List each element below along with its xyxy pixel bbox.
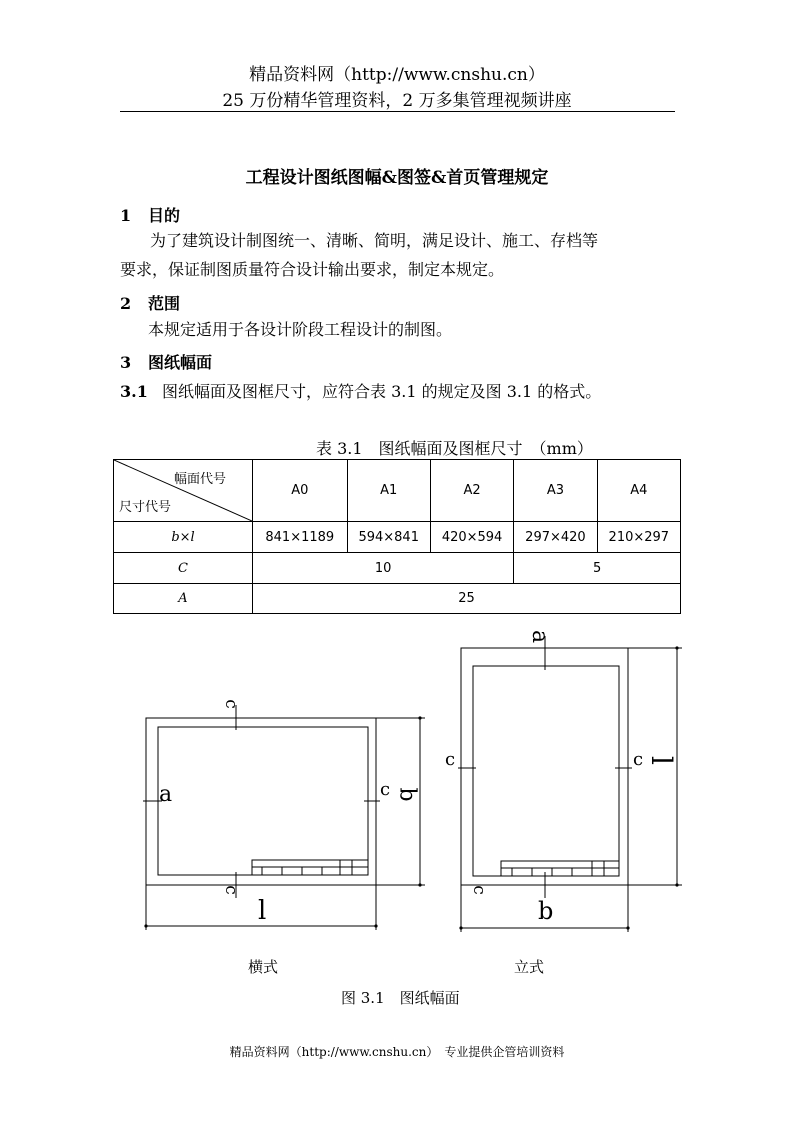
portrait-width-label: b	[538, 897, 554, 925]
header-cell: A4	[597, 460, 680, 522]
portrait-caption: 立式	[514, 958, 545, 976]
portrait-bottom-margin-label: c	[468, 885, 489, 895]
figure-caption: 图 3.1 图纸幅面	[341, 989, 460, 1007]
landscape-top-margin-label: c	[220, 699, 241, 709]
table-cell: 841×1189	[253, 522, 348, 553]
landscape-right-margin-label: c	[380, 779, 391, 800]
section-body: 图纸幅面及图框尺寸，应符合表 3.1 的规定及图 3.1 的格式。	[162, 382, 602, 401]
row-label: C	[114, 553, 253, 584]
header-cell: A0	[253, 460, 348, 522]
diag-bottom-label: 尺寸代号	[119, 500, 172, 515]
portrait-right-margin-label: c	[633, 749, 644, 770]
table-cell: 210×297	[597, 522, 680, 553]
landscape-caption: 横式	[248, 958, 279, 976]
section-number: 3.1	[120, 382, 148, 401]
document-title: 工程设计图纸图幅&图签&首页管理规定	[245, 168, 549, 188]
portrait-outer-border	[461, 648, 628, 885]
landscape-inner-frame	[158, 727, 368, 875]
header-cell: A1	[347, 460, 430, 522]
section-number: 2	[120, 294, 132, 313]
table-cell: 5	[514, 553, 681, 584]
section-2-body: 本规定适用于各设计阶段工程设计的制图。	[148, 320, 453, 339]
table-cell: 420×594	[430, 522, 513, 553]
header-line-1: 精品资料网（http://www.cnshu.cn）	[249, 65, 545, 85]
section-title: 范围	[148, 294, 181, 313]
table-cell: 297×420	[514, 522, 597, 553]
diag-top-label: 幅面代号	[173, 472, 226, 487]
section-1-line-2: 要求，保证制图质量符合设计输出要求，制定本规定。	[120, 260, 505, 279]
landscape-height-label: b	[394, 787, 420, 802]
table-cell: 10	[253, 553, 514, 584]
portrait-top-margin-label: a	[527, 629, 553, 644]
page-footer: 精品资料网（http://www.cnshu.cn） 专业提供企管培训资料	[229, 1045, 565, 1059]
section-title: 目的	[148, 206, 181, 225]
table-cell: 594×841	[347, 522, 430, 553]
row-label: b×l	[114, 522, 253, 553]
portrait-inner-frame	[473, 666, 619, 876]
header-cell: A2	[430, 460, 513, 522]
section-number: 1	[120, 206, 132, 225]
section-number: 3	[120, 353, 132, 372]
portrait-left-margin-label: c	[445, 749, 456, 770]
section-1-line-1: 为了建筑设计制图统一、清晰、简明，满足设计、施工、存档等	[150, 231, 599, 250]
header-line-2: 25 万份精华管理资料，2 万多集管理视频讲座	[222, 91, 572, 111]
landscape-width-label: l	[258, 896, 267, 926]
section-title: 图纸幅面	[148, 353, 213, 372]
table-caption: 表 3.1 图纸幅面及图框尺寸 （mm）	[316, 439, 593, 458]
header-cell: A3	[514, 460, 597, 522]
row-label: A	[114, 584, 253, 614]
landscape-bottom-margin-label: c	[220, 885, 241, 895]
portrait-title-block	[501, 861, 619, 876]
landscape-left-margin-label: a	[159, 782, 173, 807]
table-cell: 25	[253, 584, 681, 614]
portrait-height-label: l	[644, 756, 678, 765]
landscape-title-block	[252, 860, 368, 875]
